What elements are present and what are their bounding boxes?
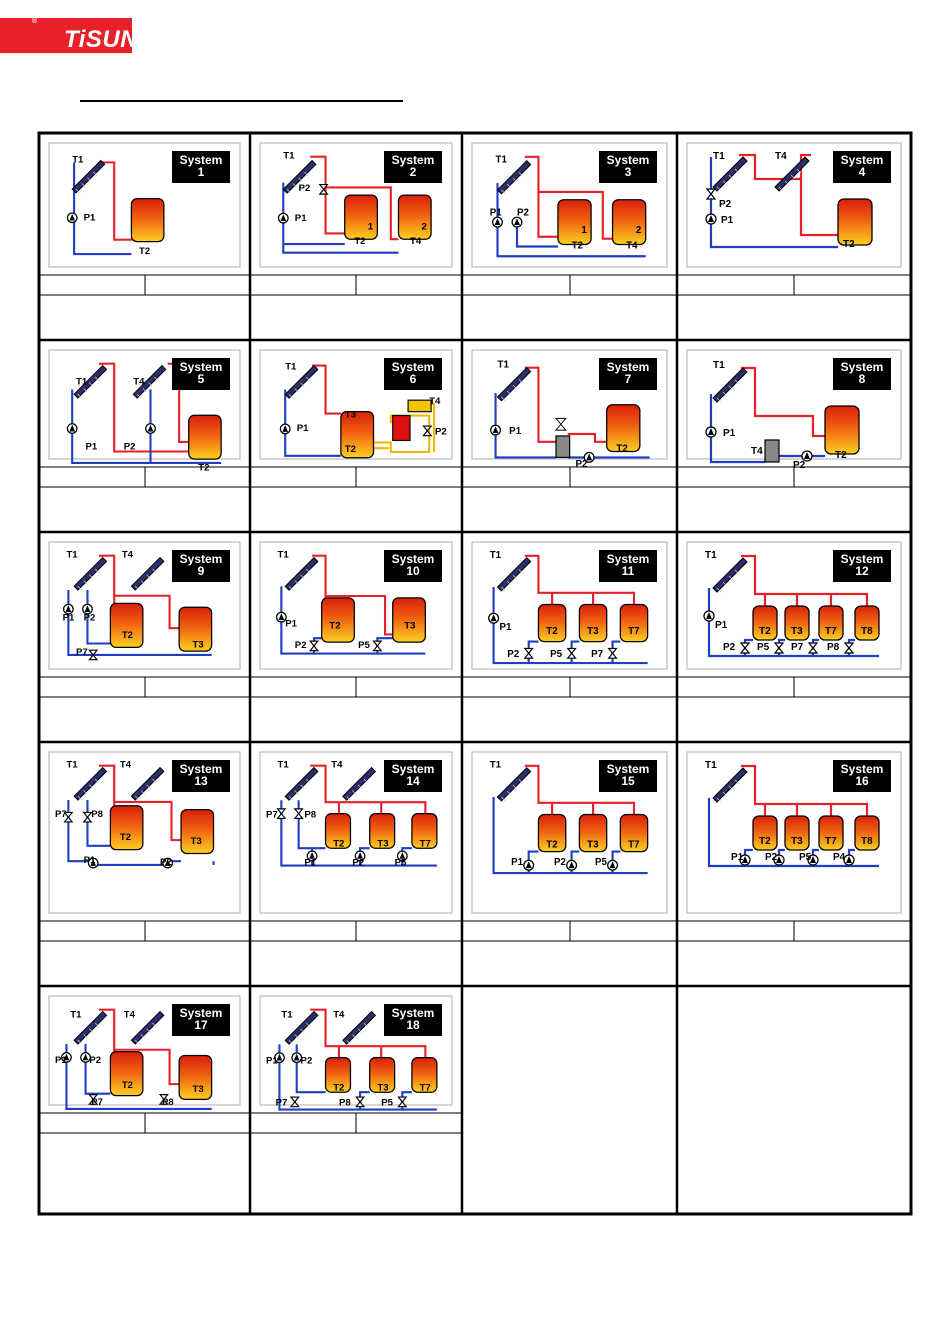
storage-tank-icon: [825, 406, 859, 454]
component-label: T3: [404, 620, 416, 632]
system-info-row: [250, 677, 462, 697]
system-16-title: [833, 760, 891, 792]
component-label: P1: [294, 213, 307, 224]
component-label: T2: [616, 443, 628, 455]
component-label: T2: [121, 629, 134, 641]
component-label: T4: [121, 549, 134, 561]
system-1-title: [172, 151, 230, 183]
component-label: P7: [91, 1097, 103, 1109]
system-info-row: [462, 467, 677, 487]
system-7-title: [599, 358, 657, 390]
storage-tank-icon: [613, 200, 646, 245]
system-18-title: [384, 1004, 442, 1036]
title-line: System: [840, 360, 884, 374]
system-info-row: [39, 921, 250, 941]
system-10-title: [384, 550, 442, 582]
title-line: System: [840, 762, 884, 776]
component-label: P5: [595, 857, 607, 869]
component-label: T3: [587, 625, 599, 637]
component-label: T7: [825, 836, 837, 847]
component-label: T1: [277, 549, 289, 561]
component-label: T8: [861, 626, 873, 637]
component-label: T1: [713, 151, 725, 162]
component-label: T2: [333, 838, 345, 850]
title-line: 8: [858, 372, 866, 386]
component-label: P2: [298, 183, 311, 195]
component-label: 1: [581, 224, 587, 236]
title-line: System: [179, 552, 223, 566]
storage-tank-icon: [131, 199, 163, 242]
system-info-row: [39, 677, 250, 697]
title-line: System: [606, 153, 650, 167]
component-label: T2: [354, 236, 366, 248]
component-label: T1: [76, 376, 88, 388]
component-label: P2: [575, 459, 588, 471]
title-line: 18: [406, 1018, 420, 1032]
component-label: P7: [76, 646, 88, 658]
component-label: P1: [296, 422, 309, 434]
system-info-row: [677, 921, 911, 941]
component-label: T4: [429, 396, 441, 407]
component-label: P1: [511, 857, 524, 869]
component-label: P1: [723, 428, 736, 439]
title-line: System: [391, 762, 435, 776]
system-11-title: [599, 550, 657, 582]
storage-tank-icon: [189, 415, 221, 459]
title-line: System: [606, 762, 650, 776]
component-label: P7: [55, 809, 67, 821]
system-3-title: [599, 151, 657, 183]
component-label: T4: [626, 240, 638, 252]
system-9-title: [172, 550, 230, 582]
component-label: T2: [198, 462, 210, 474]
title-line: 2: [409, 165, 417, 179]
title-line: System: [391, 360, 435, 374]
component-label: T2: [546, 625, 558, 637]
system-info-row: [39, 1113, 250, 1133]
system-info-row: [462, 921, 677, 941]
component-label: P8: [827, 642, 840, 653]
component-label: T3: [377, 838, 389, 850]
title-line: 3: [624, 165, 632, 179]
component-label: P1: [83, 855, 96, 867]
title-line: System: [179, 360, 223, 374]
component-label: T3: [190, 835, 202, 847]
title-line: System: [179, 153, 223, 167]
title-line: 1: [197, 165, 205, 179]
component-label: T4: [410, 236, 422, 248]
component-label: T1: [72, 154, 84, 166]
component-label: T4: [119, 759, 132, 771]
component-label: 1: [367, 221, 374, 233]
component-label: P8: [161, 1097, 174, 1109]
component-label: T1: [66, 549, 78, 561]
system-15-title: [599, 760, 657, 792]
component-label: P1: [715, 620, 728, 631]
component-label: P5: [394, 857, 407, 869]
system-6-title: [384, 358, 442, 390]
title-line: 14: [406, 774, 420, 788]
system-info-row: [677, 677, 911, 697]
system-info-row: [250, 275, 462, 295]
system-info-row: [462, 677, 677, 697]
component-label: P2: [352, 857, 365, 869]
system-17-title: [172, 1004, 230, 1036]
logo-text: TiSUN: [64, 26, 139, 53]
component-label: T3: [192, 1083, 204, 1095]
system-8-title: [833, 358, 891, 390]
component-label: T7: [628, 625, 640, 637]
title-line: 9: [197, 564, 205, 578]
component-label: T2: [139, 246, 151, 258]
component-label: P2: [554, 857, 566, 869]
component-label: P2: [300, 1055, 313, 1067]
component-label: T4: [123, 1009, 135, 1021]
system-5-title: [172, 358, 230, 390]
system-13-title: [172, 760, 230, 792]
component-label: P1: [285, 618, 297, 630]
component-label: T2: [119, 832, 132, 844]
title-line: System: [391, 552, 435, 566]
component-label: P2: [123, 441, 136, 453]
boiler-icon: [393, 416, 410, 441]
component-label: P1: [509, 426, 522, 437]
component-label: T7: [419, 838, 431, 850]
component-label: P8: [304, 809, 317, 821]
component-label: T2: [759, 836, 771, 847]
plate-exchanger-icon: [556, 436, 570, 457]
title-line: 10: [406, 564, 420, 578]
component-label: P2: [507, 649, 520, 661]
title-line: 16: [855, 774, 869, 788]
component-label: T3: [377, 1082, 389, 1094]
component-label: P8: [91, 809, 103, 821]
component-label: P5: [757, 642, 770, 653]
system-info-row: [250, 467, 462, 487]
component-label: T2: [344, 444, 356, 455]
component-label: T1: [495, 154, 507, 166]
component-label: T4: [133, 376, 145, 388]
system-info-row: [39, 467, 250, 487]
component-label: T3: [192, 639, 204, 651]
title-line: 17: [194, 1018, 208, 1032]
component-label: T3: [344, 409, 356, 421]
component-label: T1: [283, 150, 295, 162]
component-label: P7: [791, 642, 804, 653]
component-label: T7: [419, 1082, 431, 1094]
title-line: 6: [409, 372, 417, 386]
component-label: T4: [333, 1009, 345, 1021]
component-label: T1: [277, 759, 289, 771]
component-label: P2: [723, 642, 736, 653]
component-label: P1: [266, 1055, 278, 1067]
component-label: T2: [329, 620, 341, 632]
title-line: System: [391, 1006, 435, 1020]
component-label: T7: [825, 626, 837, 637]
component-label: T2: [571, 240, 583, 252]
title-line: 4: [858, 165, 866, 179]
system-info-row: [250, 921, 462, 941]
title-line: System: [606, 552, 650, 566]
component-label: T1: [66, 759, 78, 771]
component-label: P4: [833, 852, 846, 863]
component-label: T1: [705, 550, 717, 561]
component-label: T4: [331, 759, 343, 771]
title-line: System: [606, 360, 650, 374]
component-label: P5: [358, 639, 370, 651]
system-4-title: [833, 151, 891, 183]
component-label: P1: [499, 621, 512, 633]
component-label: P7: [275, 1097, 288, 1109]
component-label: T2: [835, 450, 847, 461]
component-label: T1: [497, 359, 509, 371]
component-label: P1: [304, 857, 317, 869]
component-label: P2: [765, 852, 778, 863]
system-2-title: [384, 151, 442, 183]
component-label: T3: [791, 836, 803, 847]
registered-mark: ®: [32, 18, 38, 25]
component-label: P2: [160, 856, 172, 868]
title-line: System: [179, 1006, 223, 1020]
component-label: T3: [587, 839, 599, 851]
plate-exchanger-icon: [765, 440, 779, 462]
system-14-title: [384, 760, 442, 792]
system-12-title: [833, 550, 891, 582]
component-label: P8: [338, 1097, 351, 1109]
title-line: System: [391, 153, 435, 167]
component-label: T2: [843, 239, 855, 250]
title-line: 11: [621, 564, 635, 578]
component-label: P2: [294, 639, 307, 651]
component-label: T4: [775, 151, 787, 162]
system-info-row: [250, 1113, 462, 1133]
title-line: System: [840, 153, 884, 167]
component-label: 2: [635, 224, 642, 236]
title-line: 5: [197, 372, 205, 386]
component-label: T1: [489, 549, 502, 561]
component-label: T2: [546, 839, 558, 851]
component-label: T4: [751, 446, 763, 457]
component-label: T1: [281, 1009, 293, 1021]
title-line: 13: [194, 774, 208, 788]
component-label: P7: [266, 809, 278, 821]
component-label: P5: [381, 1097, 393, 1109]
component-label: P2: [434, 426, 447, 438]
heat-exchanger-icon: [408, 400, 431, 412]
component-label: T2: [759, 626, 771, 637]
component-label: T2: [333, 1082, 345, 1094]
system-info-row: [677, 275, 911, 295]
title-line: 12: [855, 564, 869, 578]
component-label: P1: [731, 852, 744, 863]
component-label: T7: [628, 839, 640, 851]
component-label: T1: [285, 361, 297, 373]
component-label: T1: [713, 360, 725, 371]
component-label: P1: [85, 441, 98, 453]
title-line: 15: [621, 774, 635, 788]
component-label: P2: [89, 1055, 102, 1067]
component-label: T3: [791, 626, 803, 637]
component-label: P1: [55, 1055, 67, 1067]
system-info-row: [39, 275, 250, 295]
title-line: 7: [624, 372, 632, 386]
component-label: P2: [83, 612, 96, 624]
component-label: T1: [70, 1009, 82, 1021]
title-line: System: [179, 762, 223, 776]
component-label: P5: [799, 852, 812, 863]
component-label: T2: [121, 1079, 134, 1091]
component-label: P2: [719, 199, 732, 210]
component-label: T8: [861, 836, 873, 847]
component-label: T1: [705, 760, 717, 771]
component-label: P1: [62, 612, 75, 624]
component-label: P2: [793, 460, 806, 471]
component-label: P1: [83, 212, 96, 224]
component-label: P7: [591, 649, 604, 661]
title-line: System: [840, 552, 884, 566]
component-label: P2: [517, 207, 529, 219]
system-info-row: [462, 275, 677, 295]
component-label: 2: [421, 221, 427, 233]
component-label: T1: [489, 759, 502, 771]
component-label: P1: [721, 215, 734, 226]
component-label: P1: [489, 207, 502, 219]
component-label: P5: [550, 649, 563, 661]
storage-tank-icon: [558, 200, 591, 245]
